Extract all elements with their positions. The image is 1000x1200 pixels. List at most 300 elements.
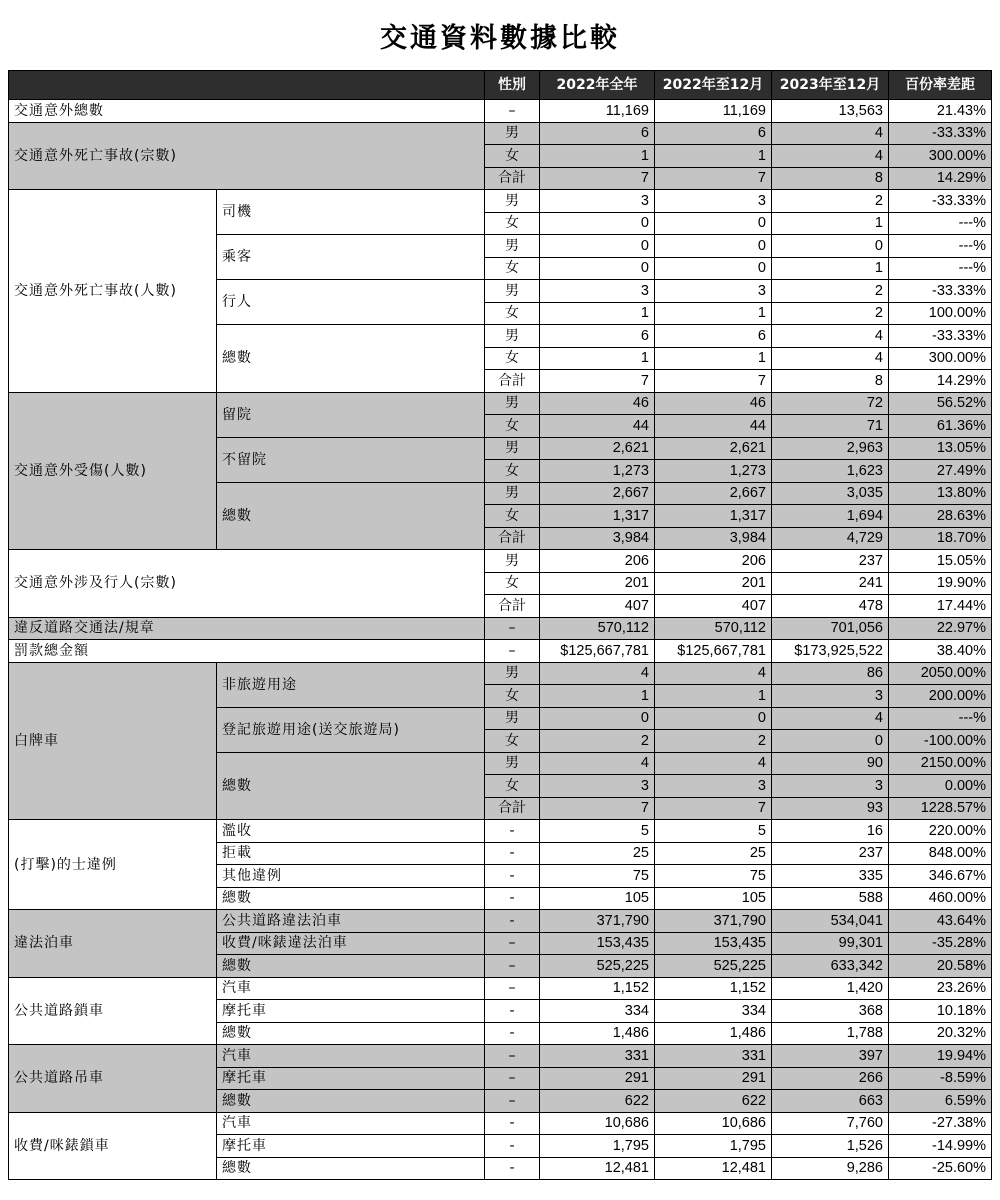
value-2022-full-year: 3 xyxy=(540,280,655,303)
sex-cell: 男 xyxy=(485,482,540,505)
row-subcategory-label: 拒載 xyxy=(217,842,485,865)
sex-cell: - xyxy=(485,1022,540,1045)
percent-diff: -33.33% xyxy=(889,280,992,303)
header-category xyxy=(9,71,485,100)
value-2022-full-year: 44 xyxy=(540,415,655,438)
value-2022-to-dec: 206 xyxy=(655,550,772,573)
sex-cell: 合計 xyxy=(485,797,540,820)
percent-diff: 61.36% xyxy=(889,415,992,438)
value-2023-to-dec: 1,788 xyxy=(772,1022,889,1045)
percent-diff: 15.05% xyxy=(889,550,992,573)
value-2022-to-dec: 7 xyxy=(655,167,772,190)
sex-cell: 女 xyxy=(485,257,540,280)
value-2022-full-year: 1,273 xyxy=(540,460,655,483)
value-2022-to-dec: 0 xyxy=(655,707,772,730)
value-2023-to-dec: 0 xyxy=(772,730,889,753)
value-2023-to-dec: 9,286 xyxy=(772,1157,889,1180)
value-2022-full-year: 2,667 xyxy=(540,482,655,505)
value-2022-to-dec: 622 xyxy=(655,1090,772,1113)
percent-diff: 300.00% xyxy=(889,347,992,370)
percent-diff: 460.00% xyxy=(889,887,992,910)
value-2022-full-year: 46 xyxy=(540,392,655,415)
value-2022-to-dec: 291 xyxy=(655,1067,772,1090)
value-2023-to-dec: 241 xyxy=(772,572,889,595)
value-2022-to-dec: 5 xyxy=(655,820,772,843)
table-row xyxy=(9,910,992,933)
value-2022-to-dec: 1 xyxy=(655,145,772,168)
value-2022-full-year: 0 xyxy=(540,707,655,730)
sex-cell: - xyxy=(485,1135,540,1158)
percent-diff: 1228.57% xyxy=(889,797,992,820)
sex-cell: 女 xyxy=(485,572,540,595)
sex-cell: 女 xyxy=(485,212,540,235)
table-row xyxy=(9,662,992,685)
percent-diff: ---% xyxy=(889,235,992,258)
value-2022-to-dec: 1,795 xyxy=(655,1135,772,1158)
row-subcategory-label: 摩托車 xyxy=(217,1135,485,1158)
sex-cell: – xyxy=(485,640,540,663)
value-2023-to-dec: 237 xyxy=(772,842,889,865)
sex-cell: 女 xyxy=(485,775,540,798)
sex-cell: - xyxy=(485,1000,540,1023)
value-2023-to-dec: 4,729 xyxy=(772,527,889,550)
value-2023-to-dec: 368 xyxy=(772,1000,889,1023)
value-2023-to-dec: 2 xyxy=(772,190,889,213)
value-2022-full-year: 570,112 xyxy=(540,617,655,640)
row-category-label: 交通意外涉及行人(宗數) xyxy=(9,550,485,618)
value-2022-to-dec: 2,621 xyxy=(655,437,772,460)
row-subcategory-label: 總數 xyxy=(217,1157,485,1180)
sex-cell: 男 xyxy=(485,550,540,573)
value-2022-full-year: 2 xyxy=(540,730,655,753)
value-2022-full-year: 3 xyxy=(540,190,655,213)
sex-cell: 男 xyxy=(485,122,540,145)
sex-cell: - xyxy=(485,865,540,888)
header-2023-to-dec: 2023年至12月 xyxy=(772,71,889,100)
value-2022-to-dec: 75 xyxy=(655,865,772,888)
value-2022-full-year: 105 xyxy=(540,887,655,910)
percent-diff: 346.67% xyxy=(889,865,992,888)
value-2023-to-dec: 633,342 xyxy=(772,955,889,978)
sex-cell: 女 xyxy=(485,347,540,370)
sex-cell: 男 xyxy=(485,707,540,730)
value-2022-to-dec: $125,667,781 xyxy=(655,640,772,663)
sex-cell: 女 xyxy=(485,460,540,483)
value-2022-to-dec: 6 xyxy=(655,325,772,348)
value-2022-full-year: 0 xyxy=(540,212,655,235)
value-2022-to-dec: 570,112 xyxy=(655,617,772,640)
value-2023-to-dec: 0 xyxy=(772,235,889,258)
header-2022-to-dec: 2022年至12月 xyxy=(655,71,772,100)
traffic-data-table xyxy=(8,70,992,1180)
percent-diff: 22.97% xyxy=(889,617,992,640)
value-2022-to-dec: 12,481 xyxy=(655,1157,772,1180)
percent-diff: 848.00% xyxy=(889,842,992,865)
value-2022-full-year: 4 xyxy=(540,752,655,775)
value-2022-to-dec: 525,225 xyxy=(655,955,772,978)
table-row xyxy=(9,1112,992,1135)
value-2022-to-dec: 334 xyxy=(655,1000,772,1023)
table-row xyxy=(9,820,992,843)
value-2022-full-year: $125,667,781 xyxy=(540,640,655,663)
row-subcategory-label: 公共道路違法泊車 xyxy=(217,910,485,933)
value-2023-to-dec: 72 xyxy=(772,392,889,415)
row-category-label: 違反道路交通法/規章 xyxy=(9,617,485,640)
sex-cell: 女 xyxy=(485,505,540,528)
header-percent-diff: 百份率差距 xyxy=(889,71,992,100)
sex-cell: 男 xyxy=(485,325,540,348)
value-2022-full-year: 25 xyxy=(540,842,655,865)
value-2022-full-year: 11,169 xyxy=(540,100,655,123)
value-2023-to-dec: 397 xyxy=(772,1045,889,1068)
table-row xyxy=(9,617,992,640)
sex-cell: 男 xyxy=(485,752,540,775)
row-subcategory-label: 留院 xyxy=(217,392,485,437)
value-2023-to-dec: 7,760 xyxy=(772,1112,889,1135)
value-2023-to-dec: 1 xyxy=(772,257,889,280)
sex-cell: – xyxy=(485,955,540,978)
row-subcategory-label: 汽車 xyxy=(217,1045,485,1068)
percent-diff: 200.00% xyxy=(889,685,992,708)
value-2022-to-dec: 0 xyxy=(655,257,772,280)
value-2022-to-dec: 3,984 xyxy=(655,527,772,550)
value-2022-to-dec: 1,152 xyxy=(655,977,772,1000)
table-row xyxy=(9,640,992,663)
sex-cell: – xyxy=(485,932,540,955)
sex-cell: 男 xyxy=(485,190,540,213)
value-2023-to-dec: 1,526 xyxy=(772,1135,889,1158)
value-2022-to-dec: 10,686 xyxy=(655,1112,772,1135)
sex-cell: – xyxy=(485,977,540,1000)
row-category-label: 交通意外死亡事故(人數) xyxy=(9,190,217,393)
row-subcategory-label: 不留院 xyxy=(217,437,485,482)
value-2023-to-dec: 71 xyxy=(772,415,889,438)
percent-diff: 43.64% xyxy=(889,910,992,933)
sex-cell: 男 xyxy=(485,392,540,415)
percent-diff: 2150.00% xyxy=(889,752,992,775)
percent-diff: ---% xyxy=(889,707,992,730)
percent-diff: 38.40% xyxy=(889,640,992,663)
value-2023-to-dec: 16 xyxy=(772,820,889,843)
sex-cell: - xyxy=(485,820,540,843)
sex-cell: 女 xyxy=(485,145,540,168)
value-2022-full-year: 7 xyxy=(540,797,655,820)
percent-diff: 14.29% xyxy=(889,370,992,393)
value-2023-to-dec: 8 xyxy=(772,370,889,393)
percent-diff: -8.59% xyxy=(889,1067,992,1090)
value-2022-to-dec: 153,435 xyxy=(655,932,772,955)
percent-diff: 20.58% xyxy=(889,955,992,978)
sex-cell: – xyxy=(485,1067,540,1090)
row-category-label: (打擊)的士違例 xyxy=(9,820,217,910)
percent-diff: 2050.00% xyxy=(889,662,992,685)
value-2022-full-year: 7 xyxy=(540,370,655,393)
percent-diff: 300.00% xyxy=(889,145,992,168)
value-2022-full-year: 3 xyxy=(540,775,655,798)
row-category-label: 罰款總金額 xyxy=(9,640,485,663)
value-2022-to-dec: 2,667 xyxy=(655,482,772,505)
row-subcategory-label: 總數 xyxy=(217,1090,485,1113)
percent-diff: -27.38% xyxy=(889,1112,992,1135)
sex-cell: - xyxy=(485,1157,540,1180)
value-2022-full-year: 5 xyxy=(540,820,655,843)
value-2022-full-year: 1 xyxy=(540,302,655,325)
value-2023-to-dec: 4 xyxy=(772,707,889,730)
value-2023-to-dec: 8 xyxy=(772,167,889,190)
value-2022-to-dec: 1,273 xyxy=(655,460,772,483)
value-2022-full-year: 1 xyxy=(540,685,655,708)
percent-diff: -100.00% xyxy=(889,730,992,753)
row-category-label: 交通意外受傷(人數) xyxy=(9,392,217,550)
sex-cell: 合計 xyxy=(485,595,540,618)
value-2023-to-dec: 3 xyxy=(772,775,889,798)
value-2023-to-dec: 1,623 xyxy=(772,460,889,483)
page-title: 交通資料數據比較 xyxy=(380,23,620,54)
value-2022-full-year: 206 xyxy=(540,550,655,573)
table-row xyxy=(9,190,992,213)
header-sex: 性別 xyxy=(485,71,540,100)
percent-diff: -25.60% xyxy=(889,1157,992,1180)
sex-cell: – xyxy=(485,1090,540,1113)
table-row xyxy=(9,1045,992,1068)
value-2022-full-year: 291 xyxy=(540,1067,655,1090)
row-subcategory-label: 非旅遊用途 xyxy=(217,662,485,707)
row-subcategory-label: 行人 xyxy=(217,280,485,325)
value-2022-full-year: 1,486 xyxy=(540,1022,655,1045)
value-2023-to-dec: 93 xyxy=(772,797,889,820)
percent-diff: 18.70% xyxy=(889,527,992,550)
value-2023-to-dec: 266 xyxy=(772,1067,889,1090)
percent-diff: 20.32% xyxy=(889,1022,992,1045)
row-subcategory-label: 總數 xyxy=(217,482,485,550)
percent-diff: 13.05% xyxy=(889,437,992,460)
value-2023-to-dec: 534,041 xyxy=(772,910,889,933)
sex-cell: 男 xyxy=(485,280,540,303)
value-2023-to-dec: 588 xyxy=(772,887,889,910)
percent-diff: 56.52% xyxy=(889,392,992,415)
value-2023-to-dec: 701,056 xyxy=(772,617,889,640)
value-2022-to-dec: 11,169 xyxy=(655,100,772,123)
percent-diff: -33.33% xyxy=(889,190,992,213)
value-2022-to-dec: 1 xyxy=(655,347,772,370)
table-row xyxy=(9,550,992,573)
value-2022-to-dec: 4 xyxy=(655,752,772,775)
value-2022-full-year: 1 xyxy=(540,347,655,370)
value-2022-full-year: 1,317 xyxy=(540,505,655,528)
percent-diff: 0.00% xyxy=(889,775,992,798)
value-2022-full-year: 75 xyxy=(540,865,655,888)
value-2022-full-year: 1,795 xyxy=(540,1135,655,1158)
value-2023-to-dec: 4 xyxy=(772,145,889,168)
value-2022-to-dec: 7 xyxy=(655,370,772,393)
percent-diff: 220.00% xyxy=(889,820,992,843)
row-subcategory-label: 汽車 xyxy=(217,1112,485,1135)
value-2023-to-dec: 2,963 xyxy=(772,437,889,460)
percent-diff: 13.80% xyxy=(889,482,992,505)
percent-diff: 6.59% xyxy=(889,1090,992,1113)
value-2023-to-dec: 478 xyxy=(772,595,889,618)
row-category-label: 收費/咪錶鎖車 xyxy=(9,1112,217,1180)
value-2022-to-dec: 7 xyxy=(655,797,772,820)
table-row xyxy=(9,977,992,1000)
header-row xyxy=(9,71,992,100)
row-subcategory-label: 汽車 xyxy=(217,977,485,1000)
value-2022-to-dec: 46 xyxy=(655,392,772,415)
sex-cell: 男 xyxy=(485,662,540,685)
row-subcategory-label: 濫收 xyxy=(217,820,485,843)
value-2022-to-dec: 201 xyxy=(655,572,772,595)
percent-diff: 100.00% xyxy=(889,302,992,325)
value-2023-to-dec: 86 xyxy=(772,662,889,685)
value-2022-to-dec: 1 xyxy=(655,685,772,708)
value-2023-to-dec: 13,563 xyxy=(772,100,889,123)
value-2022-to-dec: 1,317 xyxy=(655,505,772,528)
percent-diff: -35.28% xyxy=(889,932,992,955)
row-subcategory-label: 總數 xyxy=(217,752,485,820)
percent-diff: 10.18% xyxy=(889,1000,992,1023)
row-subcategory-label: 乘客 xyxy=(217,235,485,280)
value-2022-full-year: 622 xyxy=(540,1090,655,1113)
value-2022-full-year: 1 xyxy=(540,145,655,168)
value-2022-full-year: 12,481 xyxy=(540,1157,655,1180)
percent-diff: 14.29% xyxy=(889,167,992,190)
table-body xyxy=(9,100,992,1180)
row-category-label: 公共道路鎖車 xyxy=(9,977,217,1045)
value-2022-to-dec: 2 xyxy=(655,730,772,753)
percent-diff: -33.33% xyxy=(889,122,992,145)
value-2022-to-dec: 407 xyxy=(655,595,772,618)
value-2022-full-year: 201 xyxy=(540,572,655,595)
percent-diff: 19.94% xyxy=(889,1045,992,1068)
value-2022-full-year: 1,152 xyxy=(540,977,655,1000)
value-2023-to-dec: 1,694 xyxy=(772,505,889,528)
row-subcategory-label: 總數 xyxy=(217,1022,485,1045)
value-2023-to-dec: 2 xyxy=(772,280,889,303)
value-2023-to-dec: 4 xyxy=(772,122,889,145)
sex-cell: 男 xyxy=(485,235,540,258)
percent-diff: ---% xyxy=(889,257,992,280)
value-2022-to-dec: 1 xyxy=(655,302,772,325)
value-2022-to-dec: 6 xyxy=(655,122,772,145)
value-2022-to-dec: 4 xyxy=(655,662,772,685)
row-subcategory-label: 摩托車 xyxy=(217,1067,485,1090)
value-2022-to-dec: 25 xyxy=(655,842,772,865)
value-2023-to-dec: 90 xyxy=(772,752,889,775)
percent-diff: 21.43% xyxy=(889,100,992,123)
value-2022-to-dec: 0 xyxy=(655,212,772,235)
sex-cell: – xyxy=(485,1045,540,1068)
row-category-label: 交通意外總數 xyxy=(9,100,485,123)
table-row xyxy=(9,100,992,123)
sex-cell: 女 xyxy=(485,730,540,753)
row-subcategory-label: 總數 xyxy=(217,955,485,978)
sex-cell: - xyxy=(485,910,540,933)
value-2022-to-dec: 1,486 xyxy=(655,1022,772,1045)
row-subcategory-label: 其他違例 xyxy=(217,865,485,888)
value-2022-full-year: 3,984 xyxy=(540,527,655,550)
value-2022-full-year: 525,225 xyxy=(540,955,655,978)
sex-cell: 合計 xyxy=(485,370,540,393)
row-subcategory-label: 收費/咪錶違法泊車 xyxy=(217,932,485,955)
percent-diff: 28.63% xyxy=(889,505,992,528)
percent-diff: 23.26% xyxy=(889,977,992,1000)
sex-cell: – xyxy=(485,617,540,640)
sex-cell: 男 xyxy=(485,437,540,460)
value-2022-to-dec: 3 xyxy=(655,190,772,213)
sex-cell: 合計 xyxy=(485,527,540,550)
percent-diff: 17.44% xyxy=(889,595,992,618)
value-2023-to-dec: 1,420 xyxy=(772,977,889,1000)
row-subcategory-label: 摩托車 xyxy=(217,1000,485,1023)
percent-diff: -33.33% xyxy=(889,325,992,348)
sex-cell: 女 xyxy=(485,302,540,325)
value-2022-to-dec: 44 xyxy=(655,415,772,438)
value-2022-full-year: 153,435 xyxy=(540,932,655,955)
header-2022-full-year: 2022年全年 xyxy=(540,71,655,100)
row-category-label: 交通意外死亡事故(宗數) xyxy=(9,122,485,190)
value-2023-to-dec: 4 xyxy=(772,347,889,370)
value-2022-full-year: 6 xyxy=(540,122,655,145)
value-2023-to-dec: 3,035 xyxy=(772,482,889,505)
value-2023-to-dec: 2 xyxy=(772,302,889,325)
row-subcategory-label: 登記旅遊用途(送交旅遊局) xyxy=(217,707,485,752)
value-2023-to-dec: $173,925,522 xyxy=(772,640,889,663)
percent-diff: ---% xyxy=(889,212,992,235)
value-2022-full-year: 6 xyxy=(540,325,655,348)
sex-cell: 女 xyxy=(485,685,540,708)
value-2023-to-dec: 99,301 xyxy=(772,932,889,955)
value-2022-full-year: 0 xyxy=(540,235,655,258)
sex-cell: 合計 xyxy=(485,167,540,190)
sex-cell: - xyxy=(485,842,540,865)
value-2022-to-dec: 331 xyxy=(655,1045,772,1068)
value-2023-to-dec: 3 xyxy=(772,685,889,708)
value-2022-full-year: 7 xyxy=(540,167,655,190)
value-2023-to-dec: 4 xyxy=(772,325,889,348)
value-2022-to-dec: 105 xyxy=(655,887,772,910)
value-2023-to-dec: 237 xyxy=(772,550,889,573)
value-2023-to-dec: 335 xyxy=(772,865,889,888)
value-2023-to-dec: 663 xyxy=(772,1090,889,1113)
sex-cell: 女 xyxy=(485,415,540,438)
sex-cell: - xyxy=(485,887,540,910)
table-row xyxy=(9,122,992,145)
value-2022-full-year: 331 xyxy=(540,1045,655,1068)
value-2022-to-dec: 0 xyxy=(655,235,772,258)
row-subcategory-label: 司機 xyxy=(217,190,485,235)
table-row xyxy=(9,392,992,415)
value-2022-to-dec: 3 xyxy=(655,775,772,798)
value-2022-full-year: 371,790 xyxy=(540,910,655,933)
value-2022-full-year: 334 xyxy=(540,1000,655,1023)
value-2022-full-year: 0 xyxy=(540,257,655,280)
value-2022-full-year: 4 xyxy=(540,662,655,685)
value-2022-to-dec: 371,790 xyxy=(655,910,772,933)
row-category-label: 違法泊車 xyxy=(9,910,217,978)
value-2023-to-dec: 1 xyxy=(772,212,889,235)
row-category-label: 公共道路吊車 xyxy=(9,1045,217,1113)
value-2022-full-year: 407 xyxy=(540,595,655,618)
sex-cell: - xyxy=(485,1112,540,1135)
row-subcategory-label: 總數 xyxy=(217,887,485,910)
percent-diff: -14.99% xyxy=(889,1135,992,1158)
row-category-label: 白牌車 xyxy=(9,662,217,820)
value-2022-full-year: 2,621 xyxy=(540,437,655,460)
value-2022-full-year: 10,686 xyxy=(540,1112,655,1135)
sex-cell: – xyxy=(485,100,540,123)
percent-diff: 19.90% xyxy=(889,572,992,595)
percent-diff: 27.49% xyxy=(889,460,992,483)
